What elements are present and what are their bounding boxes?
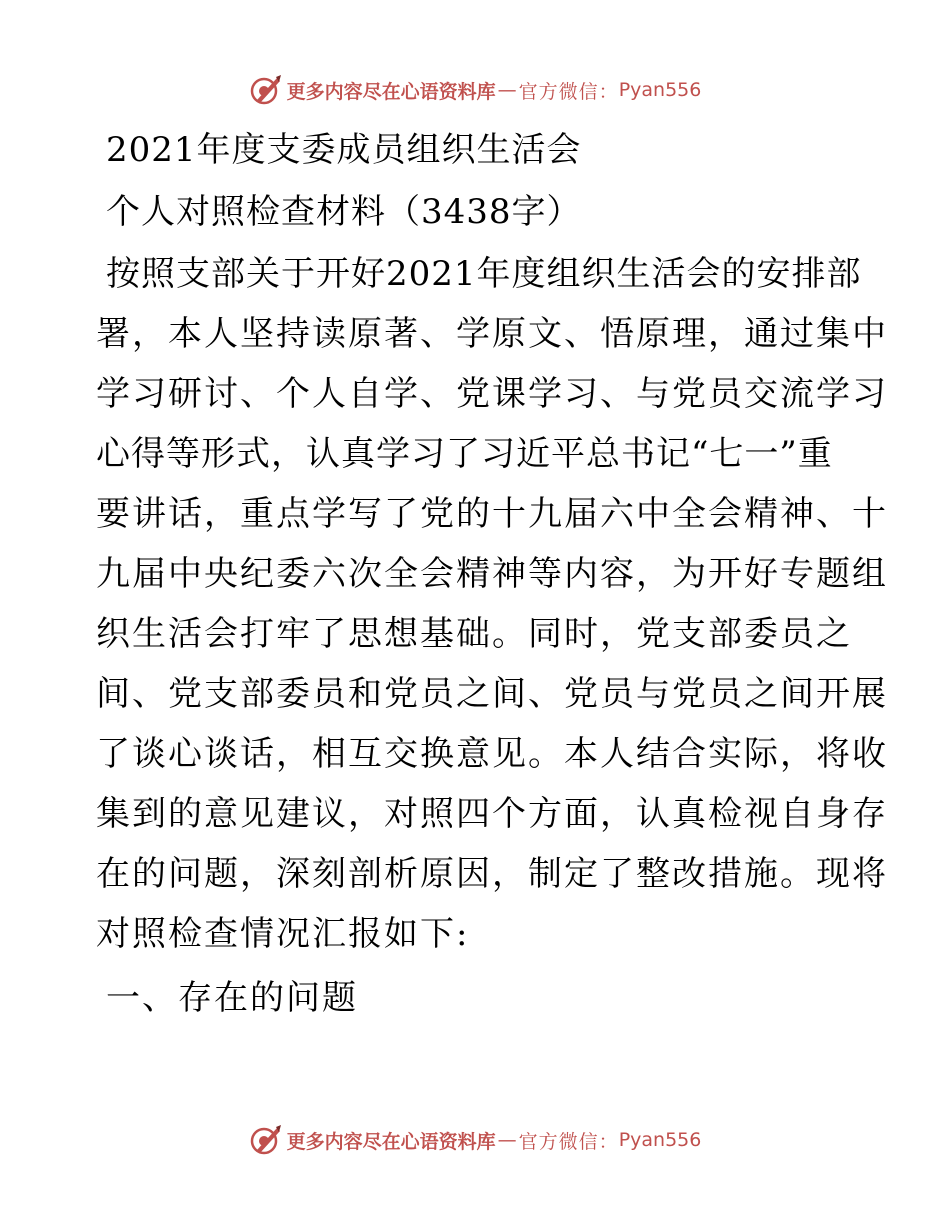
pen-logo-icon [249,73,283,107]
paragraph-line: 学习研讨、个人自学、党课学习、与党员交流学习 [96,374,888,414]
paragraph-line: 间、党支部委员和党员之间、党员与党员之间开展 [96,674,888,714]
banner-separator: — [497,79,517,101]
paragraph-line: 了谈心谈话，相互交换意见。本人结合实际，将收 [96,734,888,774]
body-paragraph [96,244,888,964]
header-banner [0,70,950,110]
section-heading: 一、存在的问题 [106,978,358,1018]
paragraph-line: 集到的意见建议，对照四个方面，认真检视自身存 [96,794,888,834]
paragraph-line: 对照检查情况汇报如下: [96,914,470,954]
paragraph-line: 织生活会打牢了思想基础。同时，党支部委员之 [96,614,852,654]
banner-wechat-id: Pyan556 [618,1129,702,1151]
paragraph-line: 要讲话，重点学写了党的十九届六中全会精神、十 [96,494,888,534]
paragraph-line: 按照支部关于开好2021年度组织生活会的安排部 [106,254,862,294]
banner-wechat-label: 官方微信： [518,1130,619,1153]
banner-text: 更多内容尽在心语资料库 [286,1130,496,1153]
footer-banner [0,1120,950,1160]
paragraph-line: 心得等形式，认真学习了习近平总书记“七一”重 [96,434,833,474]
banner-wechat-id: Pyan556 [618,79,702,101]
pen-logo-icon [249,1123,283,1157]
paragraph-line: 九届中央纪委六次全会精神等内容，为开好专题组 [96,554,888,594]
paragraph-line: 署，本人坚持读原著、学原文、悟原理，通过集中 [96,314,888,354]
document-subtitle: 个人对照检查材料（3438字） [106,192,582,232]
banner-text: 更多内容尽在心语资料库 [286,80,496,103]
document-body [96,120,888,1028]
banner-separator: — [497,1129,517,1151]
document-title: 2021年度支委成员组织生活会 [106,130,582,170]
paragraph-line: 在的问题，深刻剖析原因，制定了整改措施。现将 [96,854,888,894]
banner-wechat-label: 官方微信： [518,80,619,103]
